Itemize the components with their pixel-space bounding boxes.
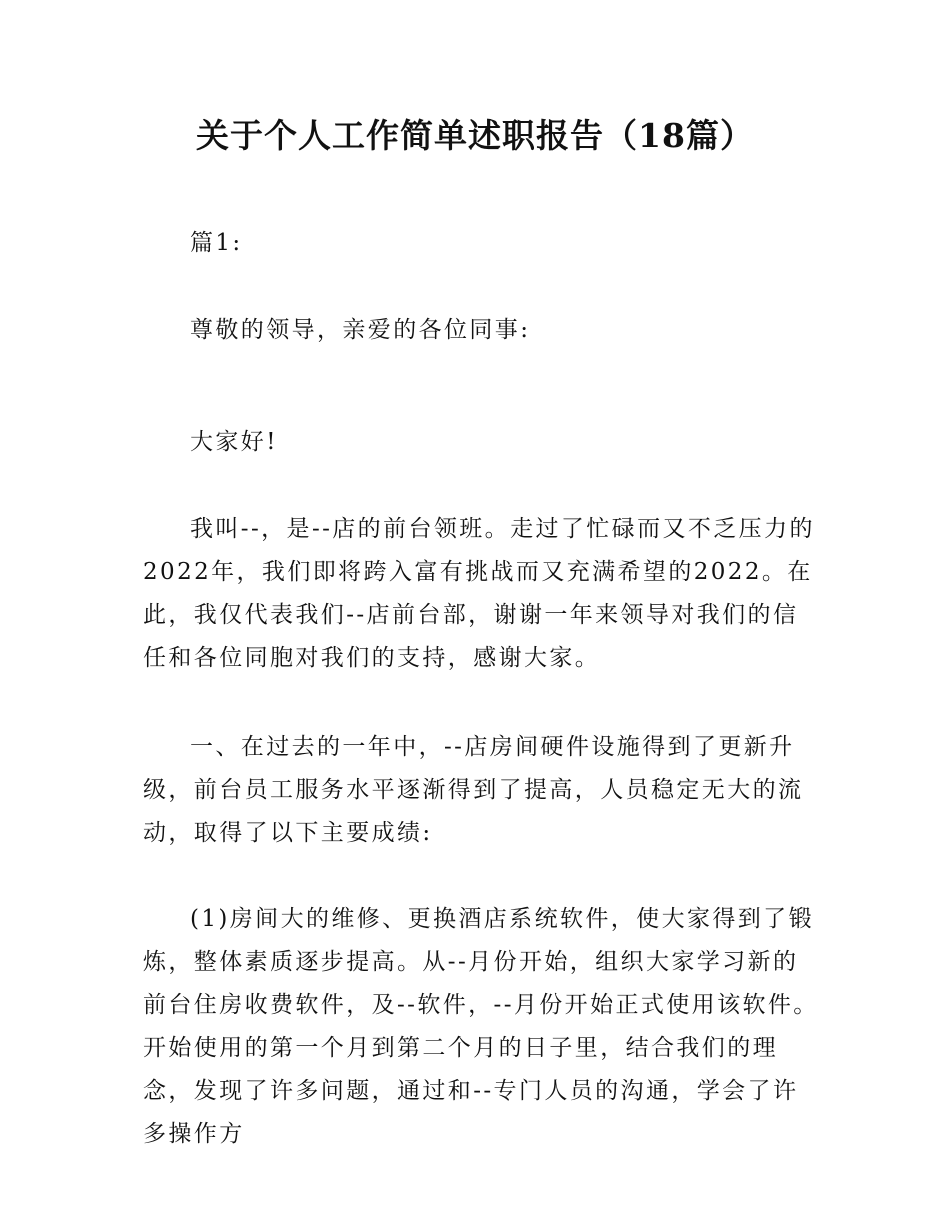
document-title: 关于个人工作简单述职报告（18篇） xyxy=(196,116,754,155)
hello-paragraph: 大家好! xyxy=(190,429,278,455)
section-one-paragraph: 一、在过去的一年中，--店房间硬件设施得到了更新升级，前台员工服务水平逐渐得到了提高，人员稳定无大的流动，取得了以下主要成绩: xyxy=(143,734,804,846)
intro-paragraph: 我叫--，是--店的前台领班。走过了忙碌而又不乏压力的2022年，我们即将跨入富有挑战而又充满希望的2022。在此，我仅代表我们--店前台部，谢谢一年来领导对我们的信任和各位同胞对我们的支持，感谢大家。 xyxy=(143,516,815,671)
item-one-paragraph: (1)房间大的维修、更换酒店系统软件，使大家得到了锻炼，整体素质逐步提高。从--月份开始，组织大家学习新的前台住房收费软件，及--软件，--月份开始正式使用该软件。开始使用的第一个月到第二个月的日子里，结合我们的理念，发现了许多问题，通过和--专门人员的沟通，学会了许多操作方 xyxy=(143,906,819,1147)
greeting-paragraph: 尊敬的领导，亲爱的各位同事: xyxy=(190,317,531,343)
section-label: 篇1: xyxy=(190,230,243,256)
